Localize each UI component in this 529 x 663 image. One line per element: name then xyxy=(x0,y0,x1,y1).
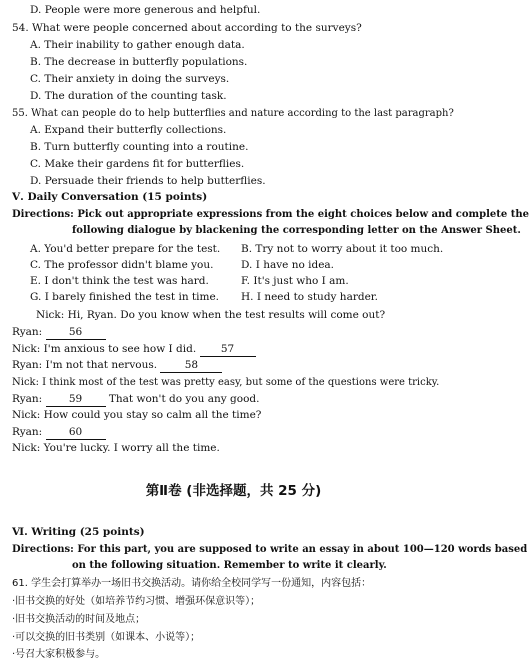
writing-prompt: 61. 学生会打算举办一场旧书交换活动。请你给全校同学写一份通知，内容包括： xyxy=(12,578,372,589)
section5-directions-text-1: Pick out appropriate expressions from the eight choices below and complete the xyxy=(73,209,529,220)
dialogue-speaker: Ryan: xyxy=(12,426,46,438)
section5-directions-label: Directions: xyxy=(12,209,74,220)
section6-directions xyxy=(12,543,527,556)
q55-stem: 55. What can people do to help butterflies and nature according to the last paragraph? xyxy=(12,108,454,119)
q53-option-d: D. People were more generous and helpful. xyxy=(30,4,261,16)
bullet-1: ·旧书交换的好处（如培养节约习惯、增强环保意识等）； xyxy=(12,596,261,607)
section5-directions-text-2: following dialogue by blackening the corresponding letter on the Answer Sheet. xyxy=(72,225,521,236)
blank-59: 59 xyxy=(46,393,106,407)
section6-heading: Ⅵ. Writing (25 points) xyxy=(12,526,145,538)
part2-title: 第Ⅱ卷 (非选择题，共 25 分) xyxy=(145,483,322,499)
blank-58: 58 xyxy=(160,359,222,373)
section6-directions-label: Directions: xyxy=(12,544,74,555)
blank-56: 56 xyxy=(46,326,106,340)
dialogue-line-4 xyxy=(12,359,222,373)
dialogue-text: That won't do you any good. xyxy=(105,393,260,405)
dialogue-line-2 xyxy=(12,326,106,340)
q54-option-a: A. Their inability to gather enough data. xyxy=(30,39,245,51)
blank-60: 60 xyxy=(46,426,106,440)
dialogue-line-3 xyxy=(12,343,256,357)
choice-g: G. I barely finished the test in time. xyxy=(30,291,220,303)
section6-directions-text-2: on the following situation. Remember to write it clearly. xyxy=(72,560,387,571)
choice-b: B. Try not to worry about it too much. xyxy=(241,243,444,255)
q54-stem: 54. What were people concerned about according to the surveys? xyxy=(12,22,362,34)
q54-option-d: D. The duration of the counting task. xyxy=(30,90,227,102)
dialogue-text: Ryan: I'm not that nervous. xyxy=(12,359,161,371)
dialogue-line-1: Nick: Hi, Ryan. Do you know when the test results will come out? xyxy=(36,309,386,321)
q55-option-b: B. Turn butterfly counting into a routine. xyxy=(30,141,249,153)
bullet-3: ·可以交换的旧书类别（如课本、小说等）； xyxy=(12,632,201,643)
choice-f: F. It's just who I am. xyxy=(241,275,349,287)
dialogue-text: Nick: I'm anxious to see how I did. xyxy=(12,343,200,355)
dialogue-line-6 xyxy=(12,393,259,407)
q55-option-c: C. Make their gardens fit for butterflies. xyxy=(30,158,245,170)
dialogue-line-9: Nick: You're lucky. I worry all the time. xyxy=(12,442,220,454)
choice-h: H. I need to study harder. xyxy=(241,291,378,303)
bullet-2: ·旧书交换活动的时间及地点； xyxy=(12,614,146,625)
blank-57: 57 xyxy=(200,343,256,357)
q54-option-b: B. The decrease in butterfly populations. xyxy=(30,56,248,68)
section5-heading: Ⅴ. Daily Conversation (15 points) xyxy=(12,191,208,203)
dialogue-line-7: Nick: How could you stay so calm all the time? xyxy=(12,409,262,421)
choice-e: E. I don't think the test was hard. xyxy=(30,275,209,287)
dialogue-line-8 xyxy=(12,426,106,440)
choice-c: C. The professor didn't blame you. xyxy=(30,259,214,271)
section6-directions-text-1: For this part, you are supposed to write an essay in about 100—120 words based xyxy=(73,544,528,555)
choice-d: D. I have no idea. xyxy=(241,259,335,271)
q54-option-c: C. Their anxiety in doing the surveys. xyxy=(30,73,230,85)
section5-directions xyxy=(12,208,529,221)
bullet-4: ·号召大家积极参与。 xyxy=(12,649,106,660)
choice-a: A. You'd better prepare for the test. xyxy=(30,243,221,255)
q55-option-d: D. Persuade their friends to help butterflies. xyxy=(30,175,266,187)
dialogue-line-5: Nick: I think most of the test was pretty easy, but some of the questions were tricky. xyxy=(12,377,440,388)
q55-option-a: A. Expand their butterfly collections. xyxy=(30,124,227,136)
dialogue-speaker: Ryan: xyxy=(12,326,46,338)
dialogue-speaker: Ryan: xyxy=(12,393,46,405)
